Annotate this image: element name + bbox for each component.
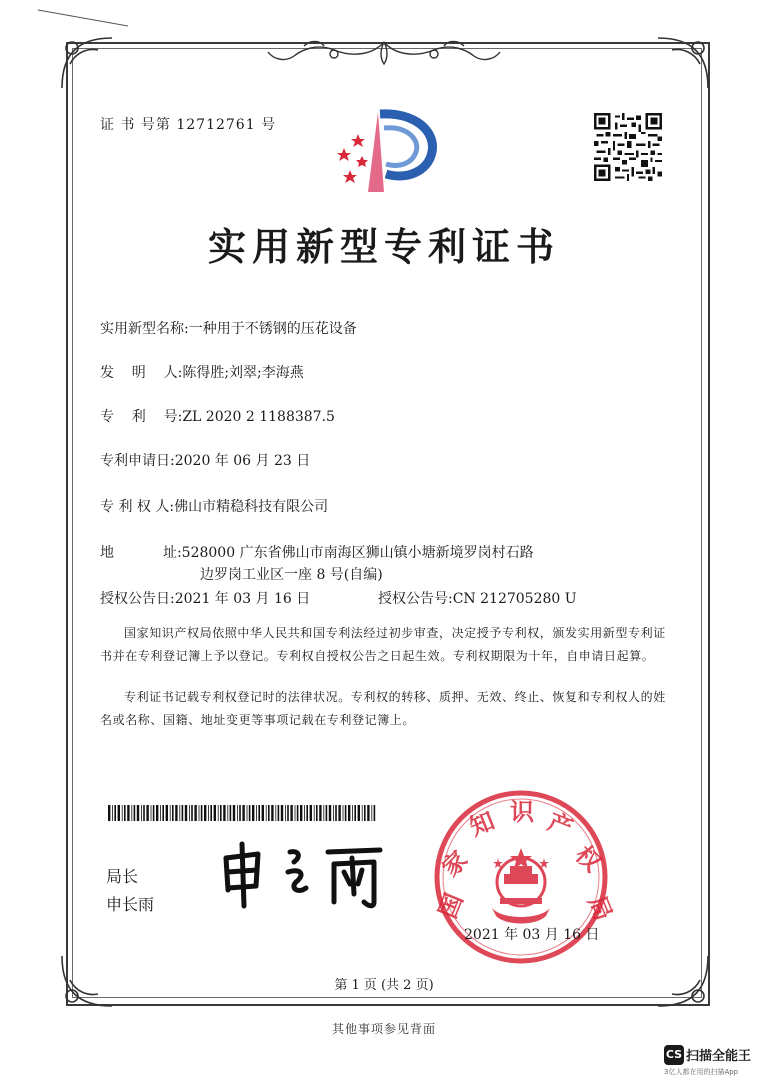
page-number: 第 1 页 (共 2 页) xyxy=(334,978,434,993)
cnipa-logo-icon xyxy=(322,108,440,194)
patentee-value: 佛山市精稳科技有限公司 xyxy=(174,499,329,515)
grant-statement-paragraph: 国家知识产权局依照中华人民共和国专利法经过初步审查，决定授予专利权，颁发实用新型专利证书并在专利登记簿上予以登记。专利权自授权公告之日起生效。专利权期限为十年，自申请日起算。 xyxy=(100,626,666,663)
patent-number-row xyxy=(100,406,335,426)
svg-text:国: 国 xyxy=(432,889,469,923)
legal-status-paragraph: 专利证书记载专利权登记时的法律状况。专利权的转移、质押、无效、终止、恢复和专利权人的姓名或名称、国籍、地址变更等事项记载在专利登记簿上。 xyxy=(100,690,666,727)
grant-date-row xyxy=(100,588,310,608)
inventor-row xyxy=(100,362,304,382)
director-signature-icon xyxy=(218,838,388,910)
seal-date: 2021 年 03 月 16 日 xyxy=(464,927,600,943)
filing-date-row xyxy=(100,450,310,470)
svg-text:知: 知 xyxy=(465,805,499,842)
svg-text:产: 产 xyxy=(543,806,577,843)
scan-artifact-line xyxy=(38,8,128,28)
svg-text:家: 家 xyxy=(435,844,474,883)
address-row xyxy=(100,542,534,562)
filing-date-label: 专利申请日: xyxy=(100,453,175,469)
back-page-note: 其他事项参见背面 xyxy=(331,1022,436,1036)
address-label: 地 址: xyxy=(100,545,182,561)
address-line-2-row xyxy=(200,564,383,584)
director-name: 申长雨 xyxy=(106,895,155,914)
inventor-value: 陈得胜;刘翠;李海燕 xyxy=(182,365,304,381)
scanner-app-badge xyxy=(664,1044,751,1077)
app-badge-tagline: 3亿人都在用的扫描App xyxy=(664,1067,739,1076)
patent-number-label: 专 利 号: xyxy=(100,409,183,425)
patentee-row xyxy=(100,496,328,516)
qr-code-icon xyxy=(594,112,662,182)
certificate-number xyxy=(100,114,276,134)
address-line-2: 边罗岗工业区一座 8 号(自编) xyxy=(200,567,383,583)
grant-number-row xyxy=(378,588,577,608)
app-badge-name: 扫描全能王 xyxy=(686,1049,752,1064)
top-ornament-icon xyxy=(264,36,504,68)
utility-model-name-row xyxy=(100,318,357,338)
svg-text:权: 权 xyxy=(569,839,608,878)
grant-number-label: 授权公告号: xyxy=(378,591,453,607)
svg-text:识: 识 xyxy=(510,797,534,826)
filing-date-value: 2020 年 06 月 23 日 xyxy=(174,453,311,469)
certificate-number-value: 第 12712761 号 xyxy=(155,117,277,133)
inventor-label: 发 明 人: xyxy=(100,365,183,381)
certificate-title: 实用新型专利证书 xyxy=(207,224,560,269)
barcode-icon xyxy=(108,805,378,821)
corner-ornament-icon xyxy=(654,34,712,92)
utility-model-name-value: 一种用于不锈钢的压花设备 xyxy=(188,321,357,337)
director-title: 局长 xyxy=(106,867,139,886)
address-line-1: 528000 广东省佛山市南海区狮山镇小塘新境罗岗村石路 xyxy=(181,545,534,561)
patentee-label: 专 利 权 人: xyxy=(100,499,175,515)
utility-model-name-label: 实用新型名称: xyxy=(100,321,189,337)
grant-number-value: CN 212705280 U xyxy=(452,591,577,607)
patent-number-value: ZL 2020 2 1188387.5 xyxy=(182,409,335,425)
svg-text:局: 局 xyxy=(582,891,619,925)
grant-date-label: 授权公告日: xyxy=(100,591,175,607)
corner-ornament-icon xyxy=(58,34,116,92)
camscanner-logo-icon: CS xyxy=(664,1045,684,1065)
grant-date-value: 2021 年 03 月 16 日 xyxy=(174,591,311,607)
certificate-number-label: 证 书 号 xyxy=(100,117,156,133)
